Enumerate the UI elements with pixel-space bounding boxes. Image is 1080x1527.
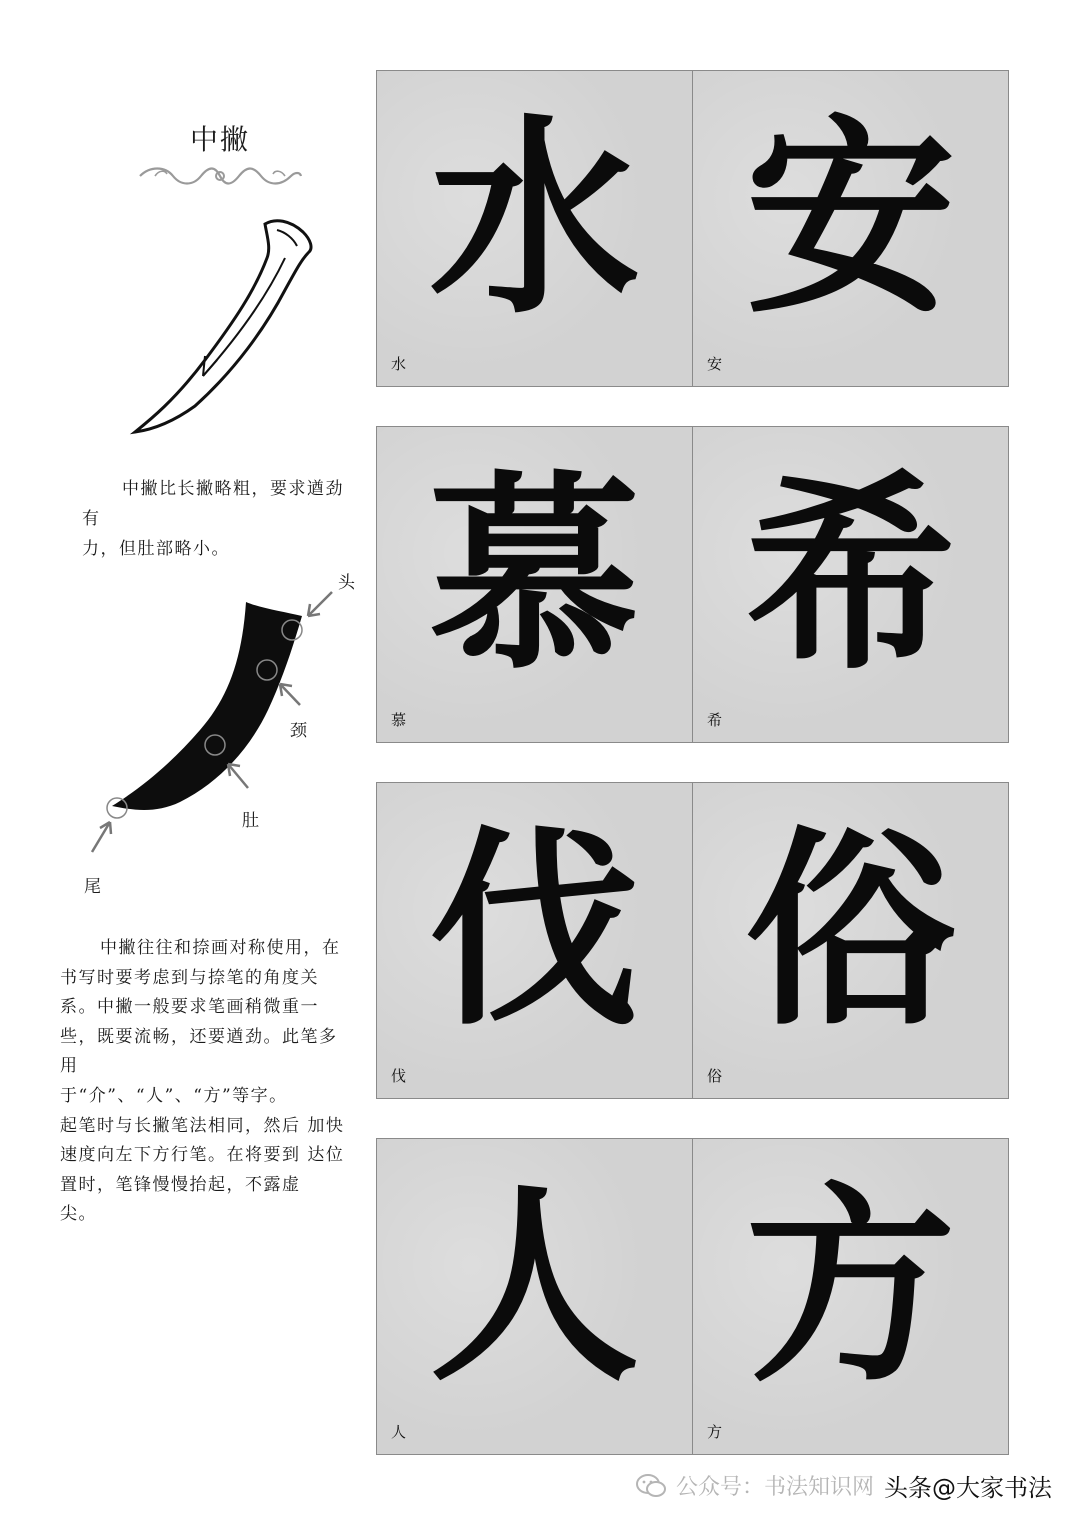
description-line: 书写时要考虑到与捺笔的角度关 bbox=[60, 967, 319, 988]
example-cell bbox=[692, 71, 1008, 386]
stroke-anatomy-diagram bbox=[70, 560, 370, 900]
intro-line-2: 力，但肚部略小。 bbox=[82, 539, 230, 559]
label-belly: 肚 bbox=[242, 811, 259, 831]
example-label: 俗 bbox=[707, 1067, 723, 1085]
stroke-outline-diagram bbox=[125, 210, 325, 440]
example-label: 伐 bbox=[391, 1067, 407, 1085]
example-cell bbox=[377, 1139, 692, 1454]
example-label: 水 bbox=[391, 355, 407, 373]
page-title: 中撇 bbox=[189, 123, 250, 156]
description-line: 置时，笔锋慢慢抬起，不露虚 bbox=[60, 1174, 301, 1195]
example-cell bbox=[377, 71, 692, 386]
example-character: 水 bbox=[429, 95, 640, 342]
example-panel-row-2 bbox=[376, 426, 1009, 743]
wechat-icon bbox=[636, 1473, 666, 1499]
example-panel-row-3 bbox=[376, 782, 1009, 1099]
example-label: 希 bbox=[707, 711, 723, 729]
example-character: 慕 bbox=[429, 451, 640, 698]
intro-line-1: 中撇比长撇略粗，要求遒劲有 bbox=[82, 479, 344, 529]
example-cell bbox=[377, 783, 692, 1098]
example-character: 方 bbox=[745, 1163, 956, 1410]
account-text: 头条@大家书法 bbox=[884, 1474, 1052, 1502]
description-line: 于“介”、“人”、“方”等字。 bbox=[60, 1085, 288, 1106]
description-line: 些，既要流畅，还要遒劲。此笔多用 bbox=[60, 1026, 338, 1077]
watermark bbox=[636, 1468, 1052, 1503]
ornament-divider bbox=[135, 162, 305, 190]
example-character: 安 bbox=[745, 95, 956, 342]
publisher-text: 公众号：书法知识网 bbox=[675, 1475, 874, 1500]
example-cell bbox=[692, 783, 1008, 1098]
label-neck: 颈 bbox=[290, 721, 307, 741]
description-line: 速度向左下方行笔。在将要到 达位 bbox=[60, 1145, 345, 1166]
example-character: 伐 bbox=[429, 807, 640, 1054]
label-tail: 尾 bbox=[84, 877, 101, 897]
example-cell bbox=[692, 1139, 1008, 1454]
example-label: 慕 bbox=[391, 711, 407, 729]
description-line: 起笔时与长撇笔法相同，然后 加快 bbox=[60, 1115, 345, 1136]
label-head: 头 bbox=[338, 573, 355, 593]
example-label: 方 bbox=[707, 1423, 723, 1441]
description-paragraph bbox=[60, 934, 350, 1230]
example-label: 人 bbox=[391, 1423, 407, 1441]
intro-paragraph bbox=[82, 474, 362, 564]
example-panel-row-1 bbox=[376, 70, 1009, 387]
example-character: 人 bbox=[429, 1163, 640, 1410]
example-panel-row-4 bbox=[376, 1138, 1009, 1455]
example-character: 希 bbox=[745, 451, 956, 698]
example-cell bbox=[377, 427, 692, 742]
description-line: 尖。 bbox=[60, 1204, 97, 1225]
example-cell bbox=[692, 427, 1008, 742]
example-label: 安 bbox=[707, 355, 723, 373]
example-character: 俗 bbox=[745, 807, 956, 1054]
description-line: 中撇往往和捺画对称使用，在 bbox=[100, 938, 341, 958]
description-line: 系。中撇一般要求笔画稍微重一 bbox=[60, 997, 319, 1018]
